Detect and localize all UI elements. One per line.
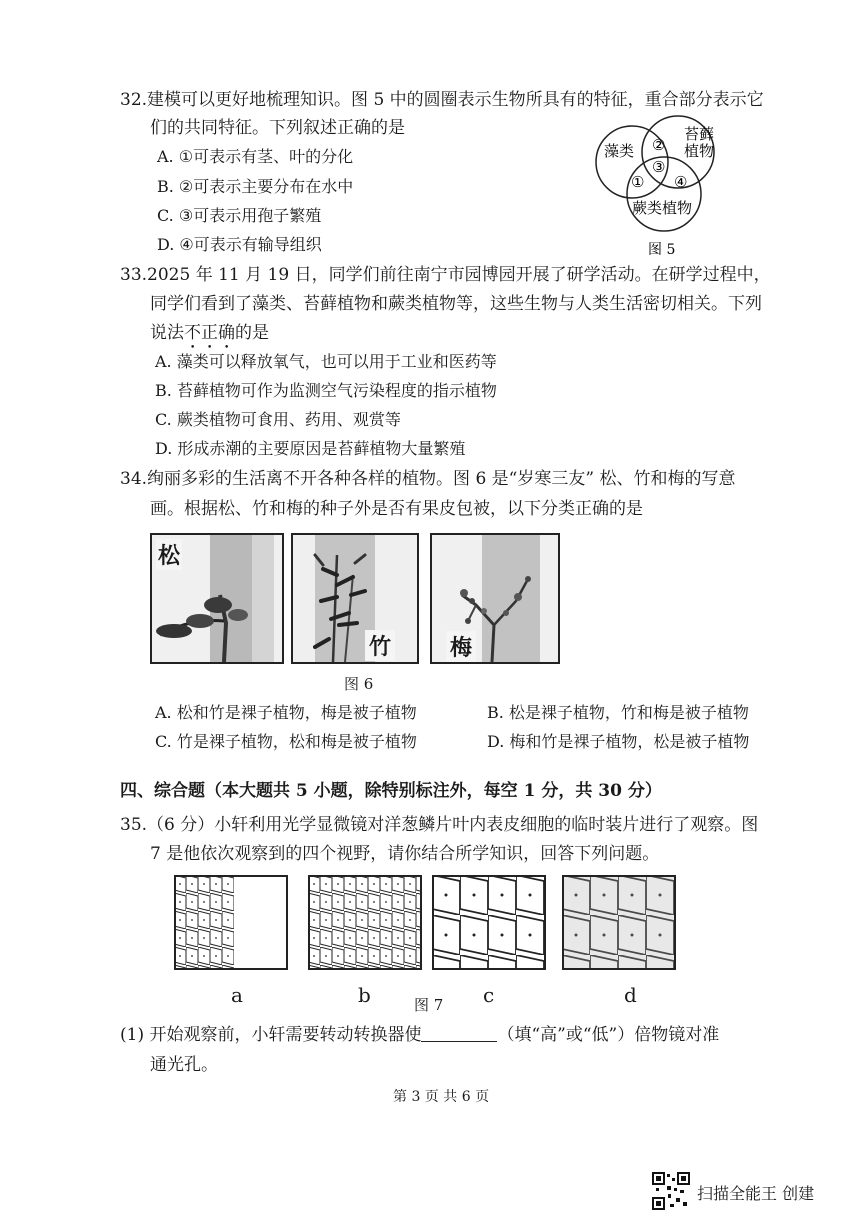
microscope-view-c <box>432 875 546 970</box>
q35-sub1-line2: 通光孔。 <box>150 1055 218 1075</box>
microscope-view-d <box>562 875 676 970</box>
figure7-caption: 图 7 <box>414 996 444 1014</box>
q35-sub1-suffix: （填“高”或“低”）倍物镜对准 <box>497 1025 720 1045</box>
q33-stem-suffix: 的是 <box>235 323 269 343</box>
q33-option-b: B. 苔藓植物可作为监测空气污染程度的指示植物 <box>155 381 497 400</box>
venn-marker-2: ② <box>652 136 666 154</box>
venn-marker-4: ④ <box>674 173 688 191</box>
page-number: 第 3 页 共 6 页 <box>393 1089 490 1105</box>
painting-bamboo <box>291 533 419 664</box>
q32-option-a: A. ①可表示有茎、叶的分化 <box>157 147 354 166</box>
microscope-view-b <box>308 875 422 970</box>
qr-code-icon <box>652 1172 690 1210</box>
view-a-label: a <box>231 983 243 1007</box>
q32-option-b: B. ②可表示主要分布在水中 <box>157 177 354 196</box>
q33-stem-line3 <box>150 323 269 353</box>
q33-stem-line1: 33.2025 年 11 月 19 日，同学们前往南宁市园博园开展了研学活动。在研学过程中， <box>120 265 771 285</box>
q34-option-d: D. 梅和竹是裸子植物，松是被子植物 <box>487 732 750 751</box>
venn-diagram <box>590 112 720 262</box>
q35-stem-line2: 7 是他依次观察到的四个视野，请你结合所学知识，回答下列问题。 <box>150 844 660 864</box>
q33-stem-prefix: 说法 <box>150 323 184 343</box>
q35-sub1-line1 <box>120 1025 719 1045</box>
venn-label-fern: 蕨类植物 <box>632 199 693 217</box>
painting-pine <box>150 533 284 664</box>
q33-option-d: D. 形成赤潮的主要原因是苔藓植物大量繁殖 <box>155 439 466 458</box>
figure5-caption: 图 5 <box>648 242 676 258</box>
q35-sub1-prefix: (1) 开始观察前，小轩需要转动转换器使 <box>120 1025 422 1045</box>
bamboo-illustration <box>293 535 417 662</box>
venn-marker-1: ① <box>631 173 645 191</box>
painting-plum <box>430 533 560 664</box>
q32-stem-line2: 们的共同特征。下列叙述正确的是 <box>150 118 405 138</box>
section-4-title: 四、综合题（本大题共 5 小题，除特别标注外，每空 1 分，共 30 分） <box>120 781 662 801</box>
venn-marker-3: ③ <box>652 158 666 176</box>
q32-option-d: D. ④可表示有输导组织 <box>157 235 322 254</box>
painting-pine-title: 松 <box>156 539 182 570</box>
figure6-caption: 图 6 <box>344 675 374 693</box>
painting-bamboo-title: 竹 <box>365 630 395 661</box>
scanner-watermark: 扫描全能王 创建 <box>697 1184 815 1203</box>
view-b-label: b <box>358 983 371 1007</box>
q34-option-c: C. 竹是裸子植物，松和梅是被子植物 <box>155 732 417 751</box>
view-d-label: d <box>624 983 637 1007</box>
q33-stem-emphasis: 不正确 <box>184 323 235 343</box>
q34-option-b: B. 松是裸子植物，竹和梅是被子植物 <box>487 703 749 722</box>
q33-option-c: C. 蕨类植物可食用、药用、观赏等 <box>155 410 401 429</box>
answer-blank[interactable] <box>421 1025 497 1042</box>
q34-stem-line1: 34.绚丽多彩的生活离不开各种各样的植物。图 6 是“岁寒三友” 松、竹和梅的写意 <box>120 469 736 489</box>
microscope-view-a <box>174 875 288 970</box>
venn-label-algae: 藻类 <box>604 142 635 160</box>
q32-option-c: C. ③可表示用孢子繁殖 <box>157 206 322 225</box>
view-c-label: c <box>483 983 495 1007</box>
venn-label-moss-1: 苔藓 <box>684 125 715 143</box>
q33-option-a: A. 藻类可以释放氧气，也可以用于工业和医药等 <box>155 352 497 371</box>
q34-option-a: A. 松和竹是裸子植物，梅是被子植物 <box>155 703 417 722</box>
q34-stem-line2: 画。根据松、竹和梅的种子外是否有果皮包被，以下分类正确的是 <box>150 499 643 519</box>
q32-stem-line1: 32.建模可以更好地梳理知识。图 5 中的圆圈表示生物所具有的特征，重合部分表示它 <box>120 90 764 110</box>
q35-stem-line1: 35.（6 分）小轩利用光学显微镜对洋葱鳞片叶内表皮细胞的临时装片进行了观察。图 <box>120 815 759 835</box>
q33-stem-line2: 同学们看到了藻类、苔藓植物和蕨类植物等，这些生物与人类生活密切相关。下列 <box>150 294 762 314</box>
painting-plum-title: 梅 <box>446 631 476 662</box>
venn-label-moss-2: 植物 <box>684 142 715 160</box>
